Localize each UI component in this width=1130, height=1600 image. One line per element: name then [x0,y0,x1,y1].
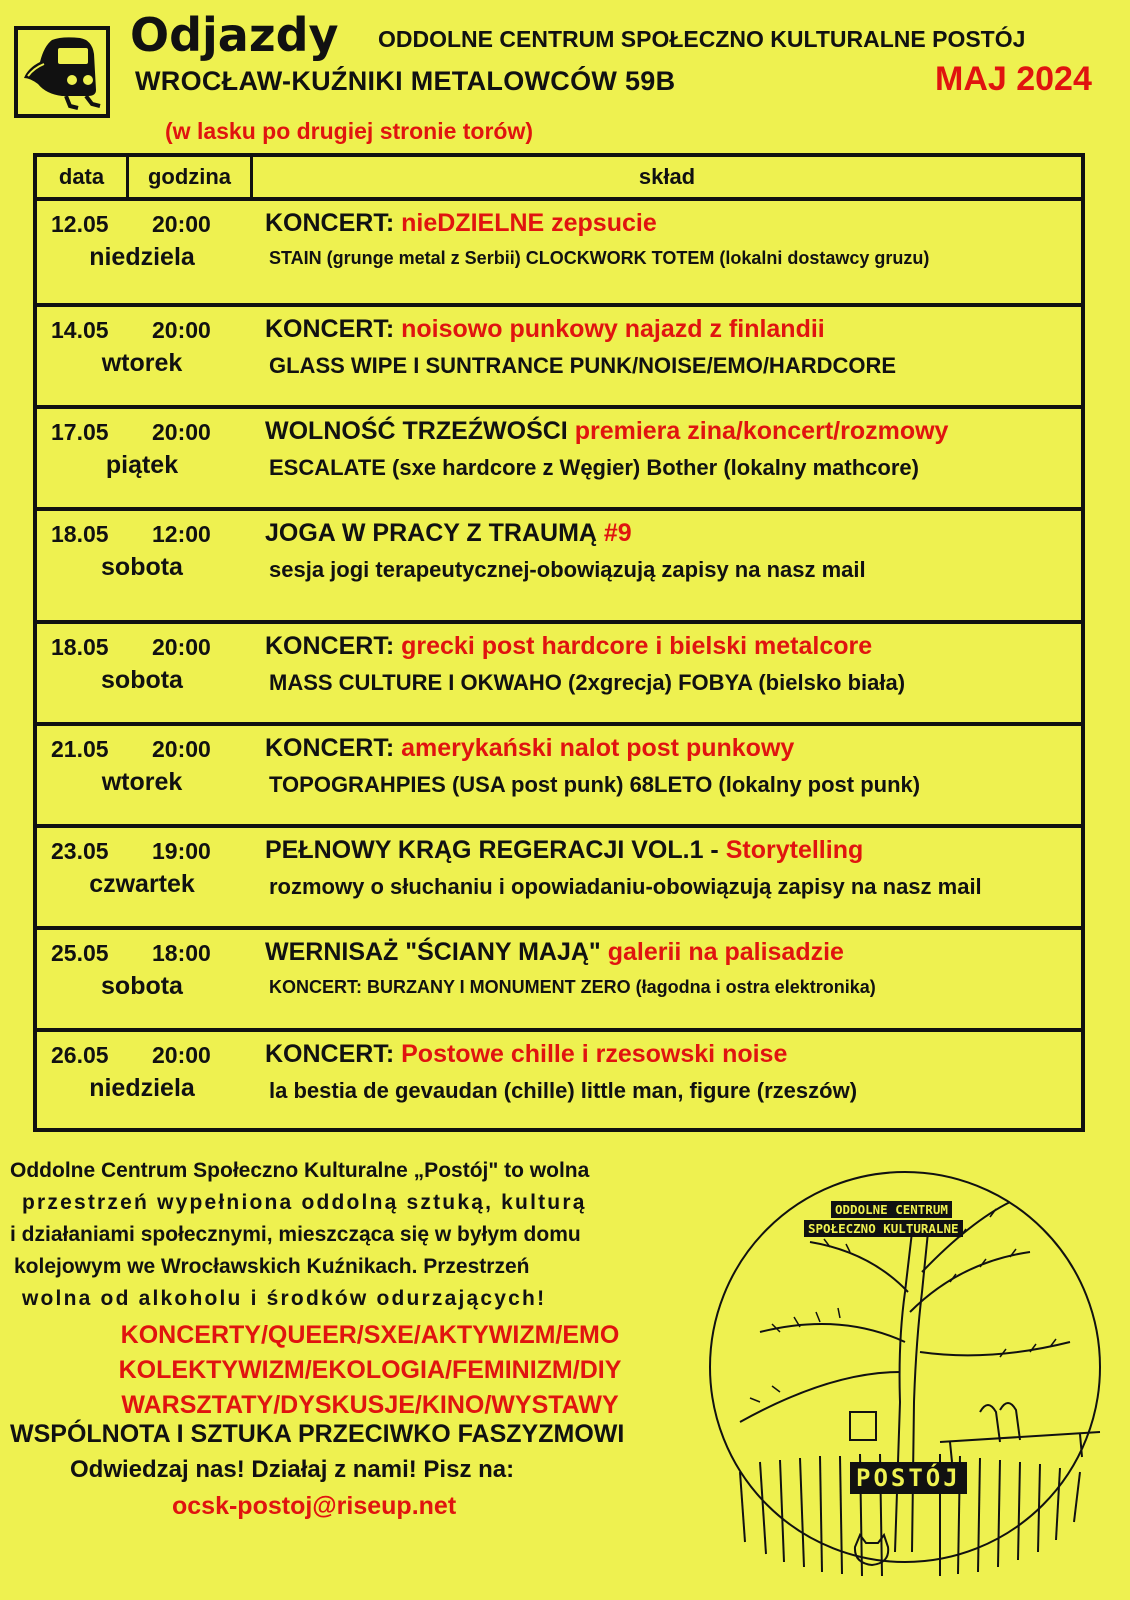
event-title-main: KONCERT: [265,315,395,343]
event-time: 12:00 [152,521,211,547]
event-title-highlight: premiera zina/koncert/rozmowy [574,417,949,445]
motto: WSPÓLNOTA I SZTUKA PRZECIWKO FASZYZMOWI [10,1420,625,1448]
event-description: ESCALATE (sxe hardcore z Węgier) Bother (lokalny mathcore) [269,455,919,480]
event-date: 21.05 [51,736,109,762]
event-weekday: wtorek [101,349,183,377]
schedule-table [33,153,1085,1132]
about-text [10,1155,790,1315]
event-title-highlight: grecki post hardcore i bielski metalcore [401,632,873,660]
event-date: 17.05 [51,419,109,445]
event-description: sesja jogi terapeutycznej-obowiązują zapisy na nasz mail [269,557,866,582]
event-date: 25.05 [51,940,109,966]
event-title [265,209,657,238]
logo [14,26,110,118]
event-date: 14.05 [51,317,109,343]
event-title [265,519,632,548]
email-link[interactable]: ocsk-postoj@riseup.net [172,1492,457,1520]
event-time: 20:00 [152,317,211,343]
tags-list [0,1318,740,1423]
table-header [37,157,1081,201]
event-date: 18.05 [51,521,109,547]
event-description: STAIN (grunge metal z Serbii) CLOCKWORK TOTEM (lokalni dostawcy gruzu) [269,248,930,268]
table-row [37,930,1081,1032]
event-time: 18:00 [152,940,211,966]
table-row [37,409,1081,511]
event-description: MASS CULTURE I OKWAHO (2xgrecja) FOBYA (bielsko biała) [269,670,906,695]
table-row [37,1032,1081,1128]
event-weekday: czwartek [89,870,195,898]
page-title: Odjazdy [130,8,339,62]
about-line: Oddolne Centrum Społeczno Kulturalne „Postój" to wolna [10,1159,590,1182]
event-time: 20:00 [152,1042,211,1068]
event-date: 18.05 [51,634,109,660]
emblem-name: POSTÓJ [850,1462,967,1494]
month-label: MAJ 2024 [935,60,1092,98]
location-note: (w lasku po drugiej stronie torów) [165,118,534,144]
table-row [37,624,1081,726]
event-title-highlight: galerii na palisadzie [607,938,844,966]
tag-line: KONCERTY/QUEER/SXE/AKTYWIZM/EMO [120,1321,620,1349]
emblem-label: ODDOLNE CENTRUM [831,1201,952,1218]
event-title-main: KONCERT: [265,209,395,237]
event-time: 20:00 [152,211,211,237]
event-title-highlight: amerykański nalot post punkowy [401,734,795,762]
about-line: kolejowym we Wrocławskich Kuźnikach. Przestrzeń [14,1255,530,1278]
event-title-main: WERNISAŻ "ŚCIANY MAJĄ" [265,938,601,966]
event-weekday: wtorek [101,768,183,796]
event-title [265,417,948,446]
event-weekday: piątek [105,451,179,479]
contact-text: Odwiedzaj nas! Działaj z nami! Pisz na: [70,1456,515,1483]
event-time: 20:00 [152,419,211,445]
event-weekday: niedziela [89,243,195,271]
table-row [37,307,1081,409]
event-weekday: niedziela [89,1074,195,1102]
column-header-lineup: skład [638,164,696,189]
emblem [700,1142,1110,1582]
event-description: rozmowy o słuchaniu i opowiadaniu-obowiązują zapisy na nasz mail [269,874,982,899]
column-header-time: godzina [129,157,253,197]
event-title [265,632,872,661]
emblem-label: SPOŁECZNO KULTURALNE [804,1220,963,1237]
event-title-highlight: nieDZIELNE zepsucie [401,209,657,237]
address: WROCŁAW-KUŹNIKI METALOWCÓW 59B [135,66,676,96]
train-icon [22,34,102,110]
tag-line: KOLEKTYWIZM/EKOLOGIA/FEMINIZM/DIY [118,1356,622,1384]
event-weekday: sobota [101,972,183,1000]
event-description: KONCERT: BURZANY I MONUMENT ZERO (łagodna i ostra elektronika) [269,977,876,997]
event-date: 26.05 [51,1042,109,1068]
table-row [37,201,1081,307]
event-description: TOPOGRAHPIES (USA post punk) 68LETO (lokalny post punk) [269,772,921,797]
organization-name: ODDOLNE CENTRUM SPOŁECZNO KULTURALNE POSTÓJ [378,26,1026,52]
event-time: 20:00 [152,634,211,660]
event-time: 20:00 [152,736,211,762]
event-title-highlight: noisowo punkowy najazd z finlandii [401,315,825,343]
table-row [37,511,1081,624]
event-weekday: sobota [101,666,183,694]
table-row [37,828,1081,930]
event-title-main: KONCERT: [265,734,395,762]
event-title-highlight: Storytelling [725,836,864,864]
event-date: 12.05 [51,211,109,237]
event-title-main: KONCERT: [265,632,395,660]
event-time: 19:00 [152,838,211,864]
event-description: la bestia de gevaudan (chille) little man, figure (rzeszów) [269,1078,858,1103]
event-title-highlight: #9 [603,519,632,547]
about-line: przestrzeń wypełniona oddolną sztuką, kulturą [22,1191,587,1214]
event-weekday: sobota [101,553,183,581]
event-title [265,1040,787,1069]
column-header-date: data [37,157,129,197]
event-title [265,734,794,763]
event-title-main: WOLNOŚĆ TRZEŹWOŚCI [265,417,568,445]
about-line: wolna od alkoholu i środków odurzających! [22,1287,547,1310]
about-line: i działaniami społecznymi, mieszcząca się w byłym domu [10,1223,581,1246]
event-title [265,938,844,967]
event-title [265,836,863,865]
event-title [265,315,825,344]
tag-line: WARSZTATY/DYSKUSJE/KINO/WYSTAWY [121,1391,619,1419]
event-title-main: PEŁNOWY KRĄG REGERACJI VOL.1 - [265,836,719,864]
event-description: GLASS WIPE I SUNTRANCE PUNK/NOISE/EMO/HARDCORE [269,353,897,378]
event-title-highlight: Postowe chille i rzesowski noise [401,1040,788,1068]
event-title-main: KONCERT: [265,1040,395,1068]
event-title-main: JOGA W PRACY Z TRAUMĄ [265,519,597,547]
table-row [37,726,1081,828]
event-date: 23.05 [51,838,109,864]
